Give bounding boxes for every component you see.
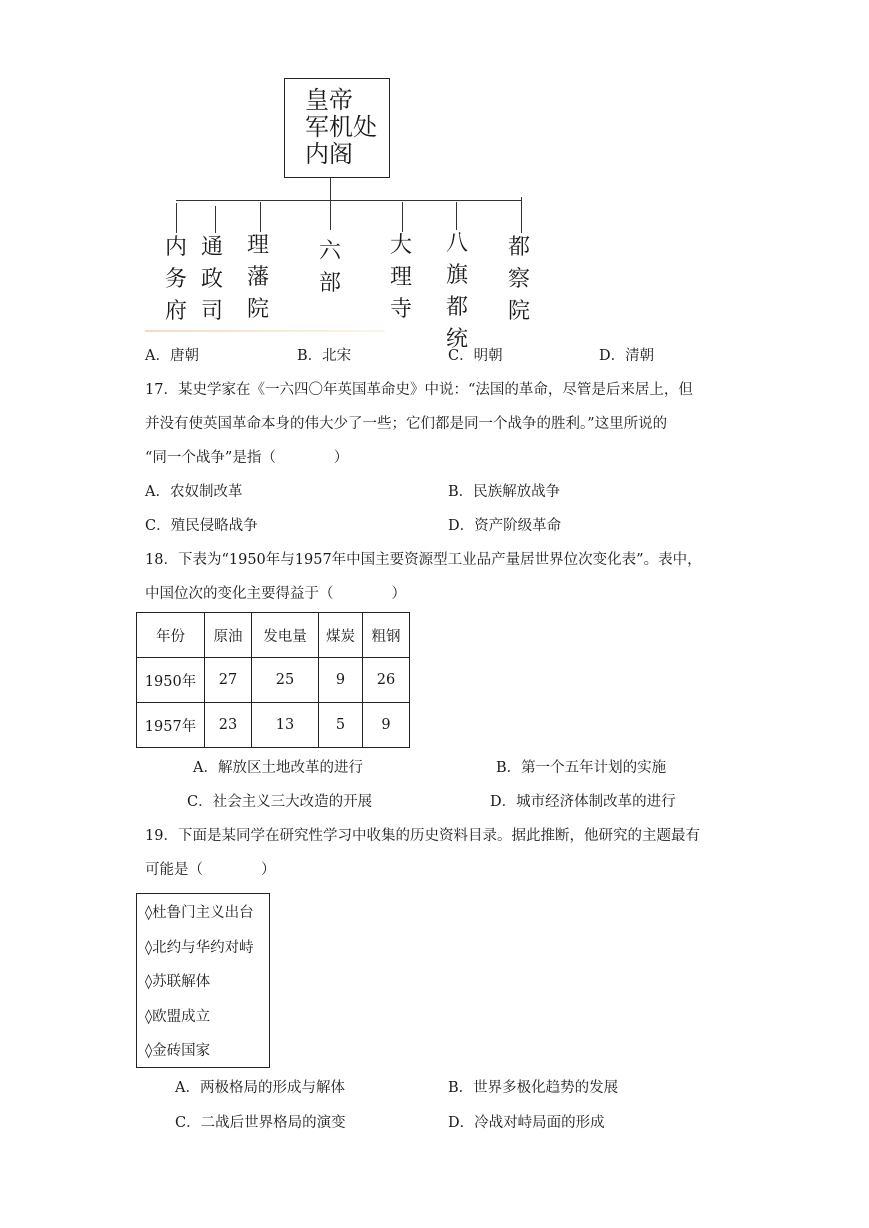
table-row	[137, 703, 410, 748]
connector-bar	[176, 200, 522, 201]
q19-option-d: D．冷战对峙局面的形成	[448, 1115, 605, 1131]
table-header-row	[137, 613, 410, 658]
table-header-cell: 原油	[205, 613, 252, 658]
q17-option-a: A．农奴制改革	[145, 484, 243, 500]
connector-branch	[456, 202, 457, 230]
q16-option-a: A．唐朝	[145, 348, 199, 364]
top-box-line: 内阁	[305, 140, 353, 168]
q18-data-table	[136, 612, 410, 748]
branch-label: 内务府	[164, 235, 187, 324]
q16-option-b: B．北宋	[297, 348, 352, 364]
connector-branch	[176, 203, 177, 233]
q19-option-c: C．二战后世界格局的演变	[175, 1115, 346, 1131]
list-item: ◊杜鲁门主义出台	[145, 905, 254, 921]
connector-branch	[215, 206, 216, 233]
branch-label: 六部	[318, 239, 341, 296]
table-cell: 13	[252, 703, 319, 748]
table-cell: 5	[319, 703, 363, 748]
table-row	[137, 658, 410, 703]
table-cell: 1957年	[137, 703, 205, 748]
top-box-line: 皇帝	[305, 86, 353, 114]
q17-stem-line: “同一个战争”是指（ ）	[145, 450, 349, 466]
table-cell: 9	[319, 658, 363, 703]
q19-source-list	[136, 893, 270, 1068]
q18-option-d: D．城市经济体制改革的进行	[490, 794, 676, 810]
q17-stem-line: 并没有使英国革命本身的伟大少了一些；它们都是同一个战争的胜利。”这里所说的	[145, 416, 668, 432]
branch-label: 大理寺	[389, 233, 412, 322]
q16-option-d: D．清朝	[599, 348, 655, 364]
branch-label: 八旗都统	[445, 231, 468, 352]
top-box-line: 军机处	[305, 113, 377, 141]
table-header-cell: 发电量	[252, 613, 319, 658]
q19-option-a: A．两极格局的形成与解体	[175, 1080, 345, 1096]
list-item: ◊北约与华约对峙	[145, 939, 254, 956]
q19-stem-line: 可能是（ ）	[145, 862, 276, 878]
government-structure-diagram	[0, 0, 869, 352]
q19-stem-line: 19．下面是某同学在研究性学习中收集的历史资料目录。据此推断，他研究的主题最有	[145, 828, 700, 844]
q17-option-d: D．资产阶级革命	[448, 518, 562, 534]
table-header-cell: 煤炭	[319, 613, 363, 658]
table-cell: 26	[363, 658, 410, 703]
table-header-cell: 年份	[137, 613, 205, 658]
q16-option-c: C．明朝	[448, 348, 503, 364]
scan-artifact-line	[145, 330, 385, 332]
table-cell: 25	[252, 658, 319, 703]
connector-branch	[260, 202, 261, 232]
table-cell: 9	[363, 703, 410, 748]
q17-stem-line: 17．某史学家在《一六四〇年英国革命史》中说：“法国的革命，尽管是后来居上，但	[145, 382, 693, 398]
table-cell: 23	[205, 703, 252, 748]
branch-label: 通政司	[200, 235, 223, 324]
connector-branch	[521, 197, 522, 233]
connector-branch	[402, 202, 403, 232]
q18-option-a: A．解放区土地改革的进行	[193, 760, 363, 776]
list-item: ◊欧盟成立	[145, 1008, 211, 1025]
q17-option-b: B．民族解放战争	[448, 484, 561, 500]
table-header-cell: 粗钢	[363, 613, 410, 658]
q18-option-c: C．社会主义三大改造的开展	[187, 794, 373, 810]
q18-stem-line: 中国位次的变化主要得益于（ ）	[145, 586, 406, 602]
diagram-top-box	[284, 78, 390, 178]
branch-label: 都察院	[507, 235, 530, 324]
q19-option-b: B．世界多极化趋势的发展	[448, 1080, 619, 1096]
q18-stem-line: 18．下表为“1950年与1957年中国主要资源型工业品产量居世界位次变化表”。表中，	[145, 552, 702, 568]
table-cell: 27	[205, 658, 252, 703]
table-cell: 1950年	[137, 658, 205, 703]
q18-option-b: B．第一个五年计划的实施	[496, 760, 667, 776]
connector-trunk	[330, 178, 331, 230]
list-item: ◊金砖国家	[145, 1043, 211, 1059]
q17-option-c: C．殖民侵略战争	[145, 518, 258, 534]
list-item: ◊苏联解体	[145, 974, 211, 990]
branch-label: 理藩院	[246, 233, 269, 322]
